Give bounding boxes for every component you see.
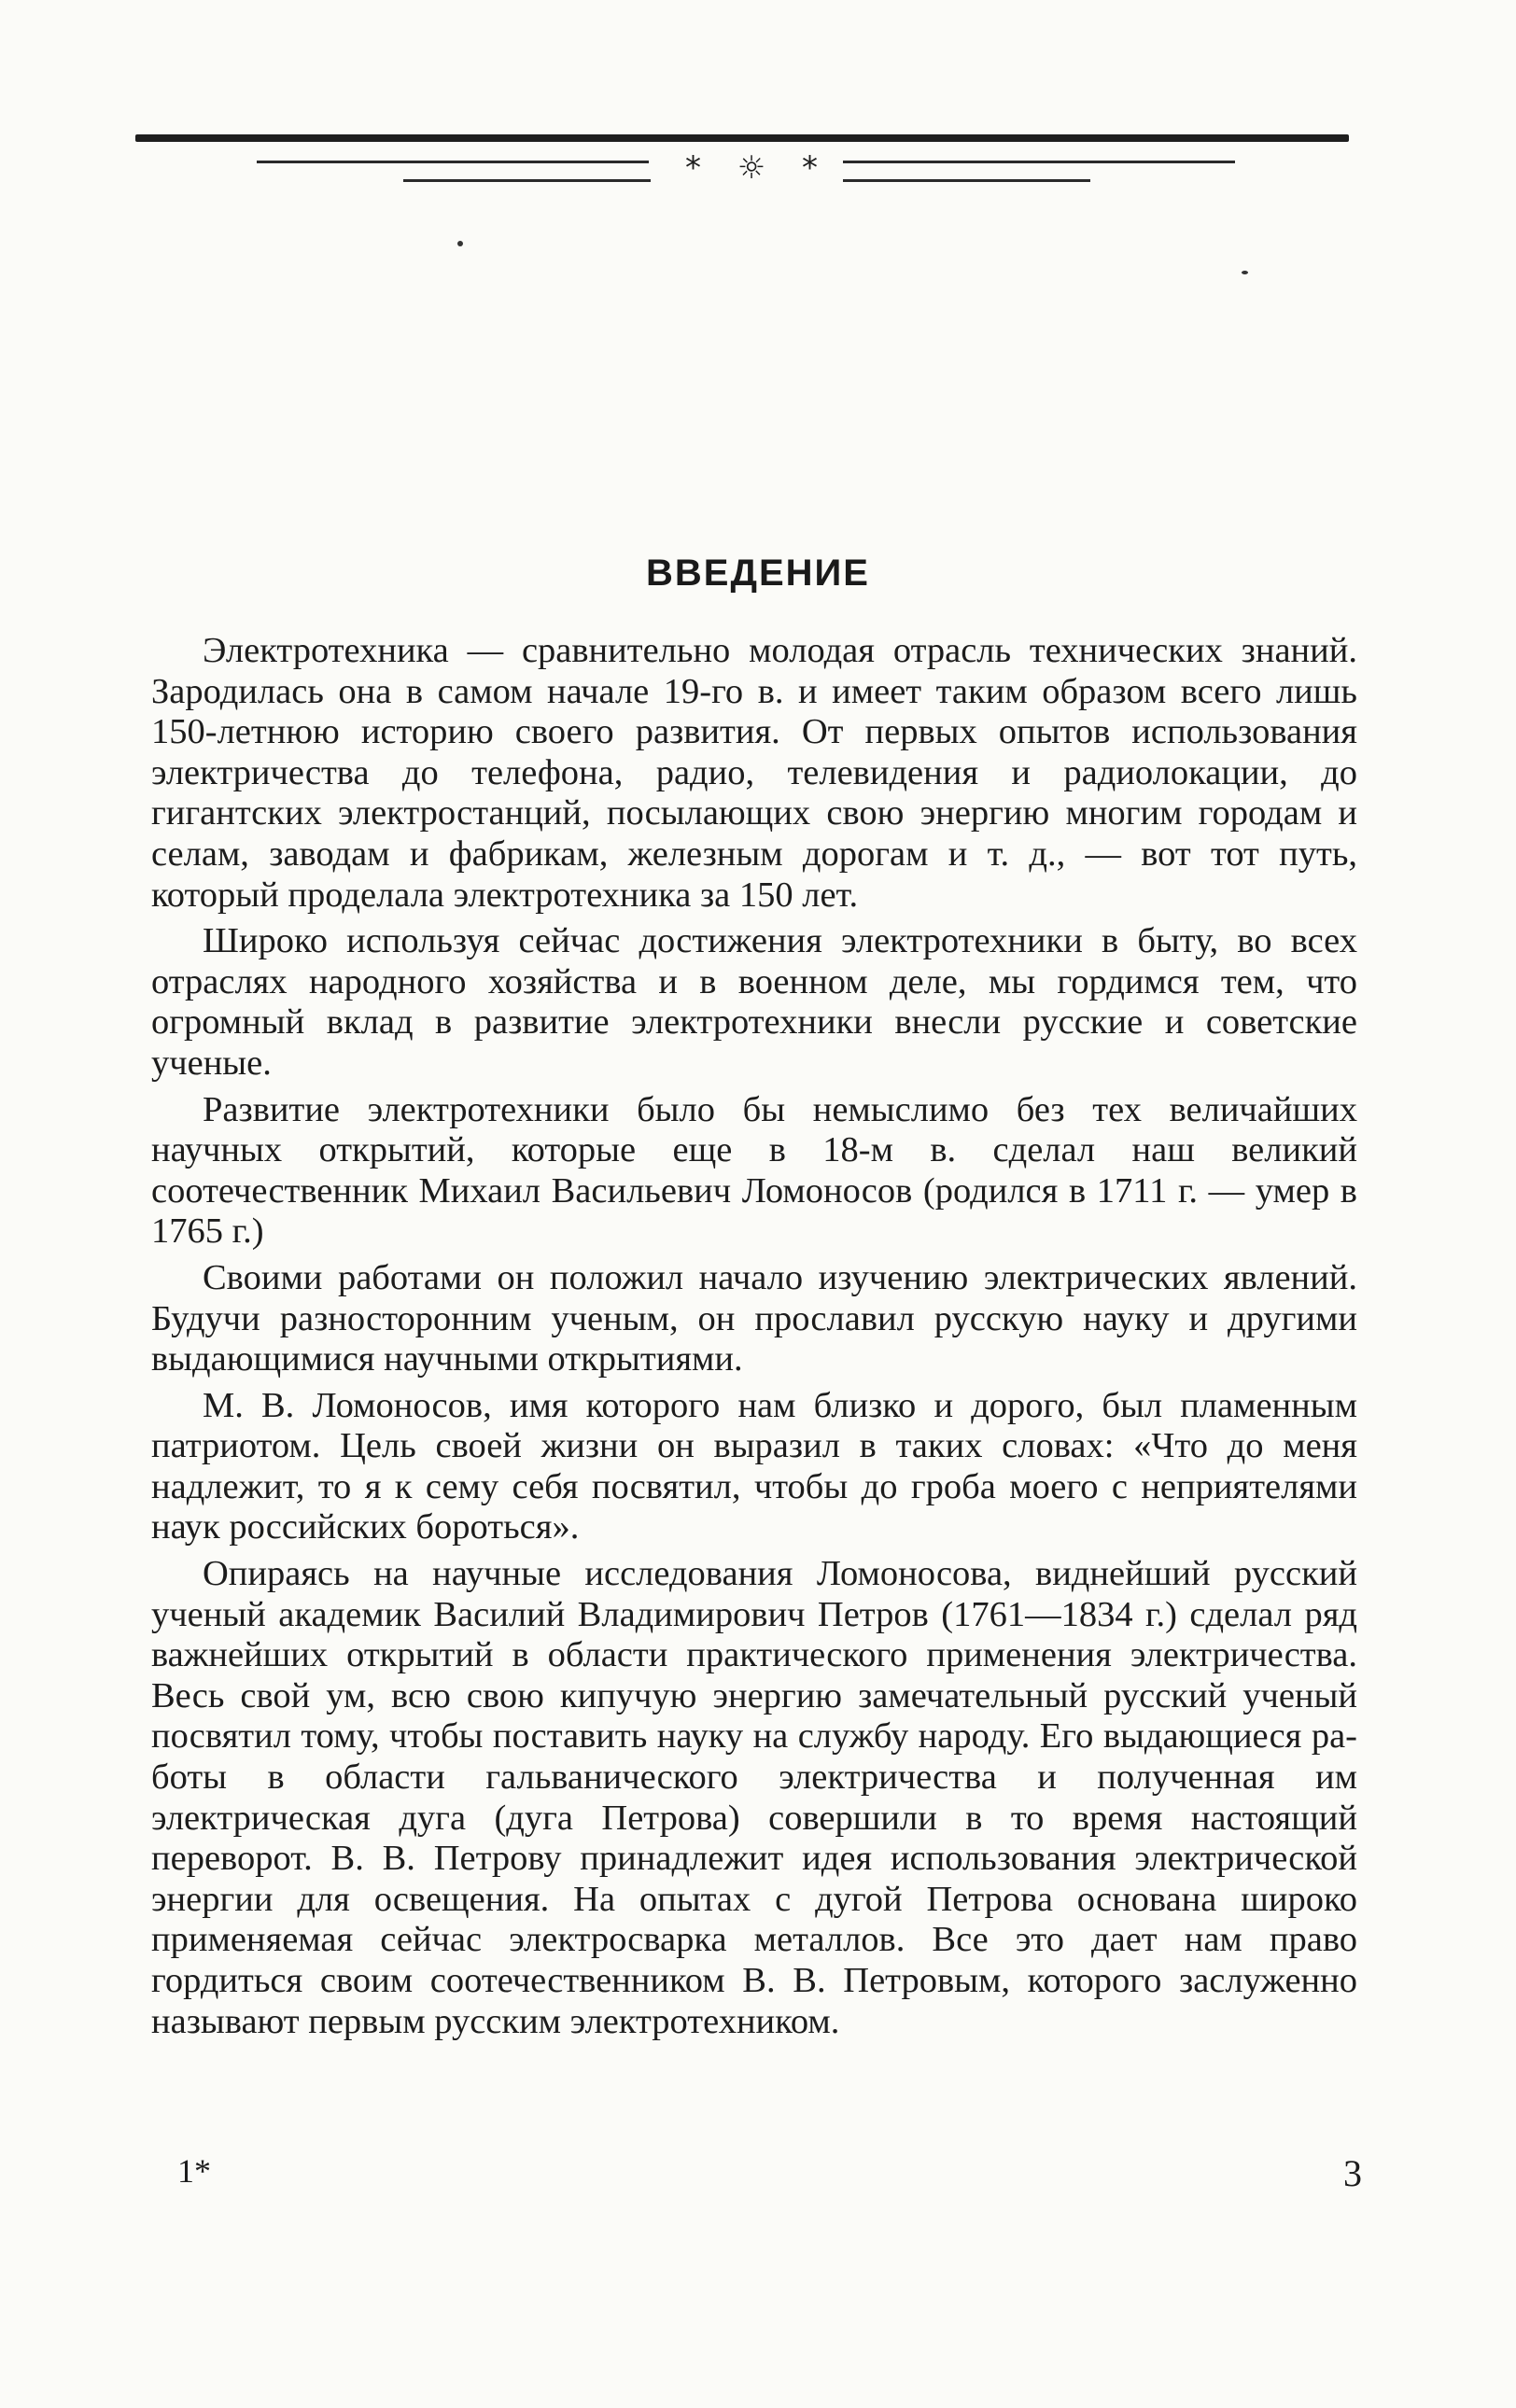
paragraph: Своими работами он положил начало изучению электрических явлений. Будучи разносторонним ученым, он прославил русскую науку и другими выдающимися научными открытиями. bbox=[151, 1257, 1357, 1379]
chapter-title: ВВЕДЕНИЕ bbox=[646, 553, 870, 594]
signature-mark: 1* bbox=[177, 2152, 211, 2190]
paragraph: Широко используя сейчас достижения электротехники в быту, во всех отраслях народного хозяйства и в военном деле, мы гордимся тем, что огромный вклад в развитие электротехники внесли русские и советские ученые. bbox=[151, 921, 1357, 1083]
paragraph: М. В. Ломоносов, имя которого нам близко и дорого, был пламенным патриотом. Цель своей жизни он выразил в таких словах: «Что до меня надлежит, то я к сему себя посвятил, чтобы до гроба моего с неприятелями наук российских бороться». bbox=[151, 1385, 1357, 1547]
top-rule bbox=[135, 134, 1349, 142]
print-speck bbox=[457, 241, 463, 246]
ornament-line-right-lower bbox=[843, 179, 1090, 182]
body-text bbox=[151, 631, 1357, 2048]
page-footer bbox=[0, 2151, 1516, 2207]
paragraph: Опираясь на научные исследования Ломоносова, виднейший русский ученый академик Василий Владимирович Петров (1761—1834 г.) сделал ряд важнейших открытий в области практического применения электричества. Весь свой ум, всю свою кипучую энергию замечательный русский ученый посвятил тому, чтобы поставить науку на службу народу. Его выдающиеся работы в области гальванического электричества и полученная им электрическая дуга (дуга Петрова) совершили в то время настоящий переворот. В. В. Петрову принадлежит идея использования электрической энергии для освещения. На опытах с дугой Петрова основана широко применяемая сейчас электросварка металлов. Все это дает нам право гордиться своим соотечественником В. В. Петровым, которого заслуженно называют первым русским электротехником. bbox=[151, 1554, 1357, 2041]
page-number: 3 bbox=[1343, 2152, 1362, 2194]
paragraph: Электротехника — сравнительно молодая отрасль технических знаний. Зародилась она в самом начале 19-го в. и имеет таким образом всего лишь 150-летнюю историю своего развития. От первых опытов использования электричества до телефона, радио, телевидения и радиолокации, до гигантских электростанций, посылающих свою энергию многим городам и селам, заводам и фабрикам, железным дорогам и т. д., — вот тот путь, который проделала электротехника за 150 лет. bbox=[151, 631, 1357, 915]
page-header-ornament bbox=[0, 0, 1516, 243]
ornament-line-left-lower bbox=[403, 179, 651, 182]
ornament-line-right-upper bbox=[843, 161, 1235, 163]
ornament-stars: * ☼ * bbox=[684, 149, 832, 187]
paragraph: Развитие электротехники было бы немыслимо без тех величайших научных открытий, которые еще в 18-м в. сделал наш великий соотечественник Михаил Васильевич Ломоносов (родился в 1711 г. — умер в 1765 г.) bbox=[151, 1089, 1357, 1252]
ornament-line-left-upper bbox=[257, 161, 649, 163]
print-speck bbox=[1242, 271, 1248, 274]
